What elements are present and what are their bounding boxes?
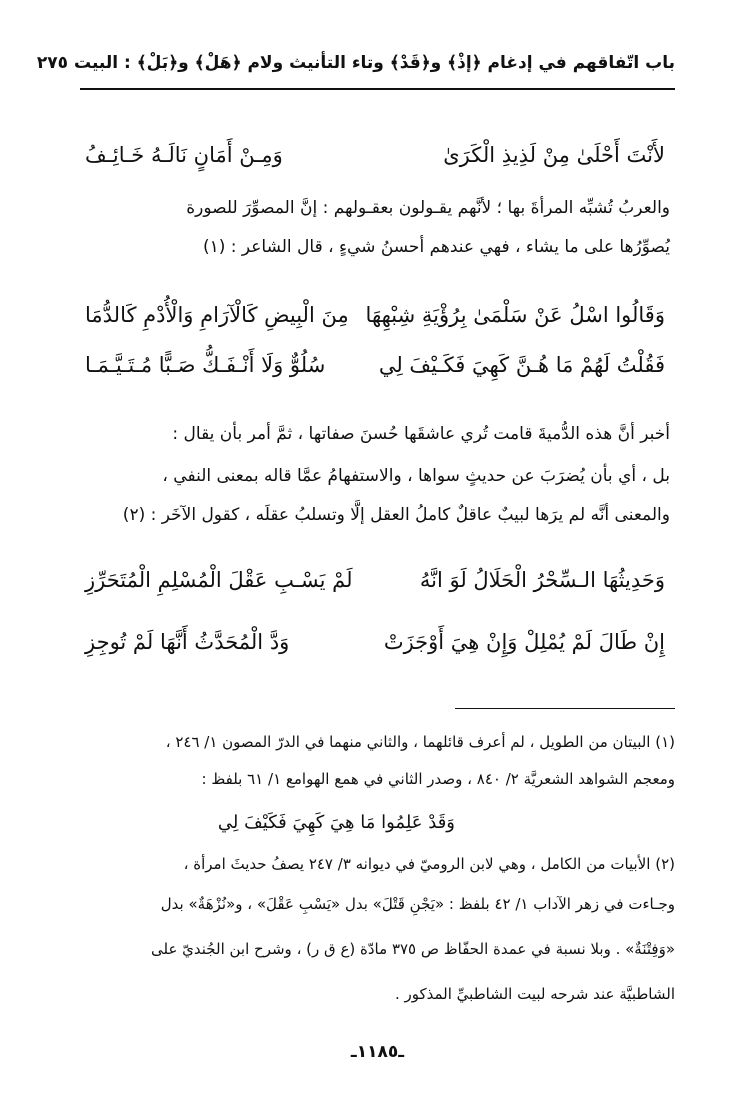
page-number: ـ١١٨٥ـ bbox=[350, 1042, 405, 1062]
footnote-1-verse: وَقَدْ عَلِمُوا مَا هِيَ كَهِيَ فَكَيْفَ لِي bbox=[217, 812, 455, 833]
verse-line-5 bbox=[85, 622, 665, 662]
prose-line-4: بل ، أي بأن يُضرَبَ عن حديثٍ سواها ، والاستفهامُ عمَّا قاله بمعنى النفي ، bbox=[162, 466, 670, 486]
footnote-1-line-1: (١) البيتان من الطويل ، لم أعرف قائلهما ، والثاني منهما في الدرّ المصون ١/ ٢٤٦ ، bbox=[165, 733, 675, 751]
footnote-2-line-3: «وَفِتْنَةٌ» . وبلا نسبة في عمدة الحفّاظ ص ٣٧٥ مادّة (ع ق ر) ، وشرح ابن الجُنديّ على bbox=[150, 940, 675, 958]
running-header: باب اتّفاقهم في إدغام ﴿إذْ﴾ و﴿قَدْ﴾ وتاء التأنيث ولام ﴿هَلْ﴾ و﴿بَلْ﴾ : البيت ٢٧٥ bbox=[36, 53, 675, 73]
header-rule bbox=[80, 88, 675, 90]
verse-line-2 bbox=[85, 295, 665, 335]
verse-line-4 bbox=[85, 560, 665, 600]
verse-5-second-hemistich: وَدَّ الْمُحَدَّثُ أَنَّهَا لَمْ تُوجِزِ bbox=[85, 630, 290, 654]
verse-1-second-hemistich: وَمِـنْ أَمَانٍ نَالَـهُ خَـائِـفُ bbox=[85, 143, 283, 167]
footnote-1-line-2: ومعجم الشواهد الشعريَّة ٢/ ٨٤٠ ، وصدر الثاني في همع الهوامع ١/ ٦١ بلفظ : bbox=[201, 770, 675, 788]
prose-line-3: أخبر أنَّ هذه الدُّميةَ قامت تُري عاشقَها حُسنَ صفاتها ، ثمَّ أمر بأن يقال : bbox=[172, 424, 670, 444]
footnote-2-line-2: وجـاءت في زهر الآداب ١/ ٤٢ بلفظ : «يَجْنِ قَتْلَ» بدل «يَسْبِ عَقْلَ» ، و«نُزْهَةٌ» بدل bbox=[160, 895, 675, 913]
prose-line-1: والعربُ تُشبِّه المرأةَ بها ؛ لأنَّهم يقـولون بعقـولهم : إنَّ المصوِّرَ للصورة bbox=[186, 198, 670, 218]
footnote-separator bbox=[455, 708, 675, 709]
verse-line-1 bbox=[85, 135, 665, 175]
verse-1-first-hemistich: لأَنْتَ أَحْلَىٰ مِنْ لَذِيذِ الْكَرَىٰ bbox=[443, 143, 665, 167]
verse-3-second-hemistich: سُلُوٌّ وَلَا أَنْـفَـكُّ صَـبًّا مُـتَـيَّـمَـا bbox=[85, 353, 326, 377]
footnote-2-line-4: الشاطبيَّة عند شرحه لبيت الشاطبيِّ المذكور . bbox=[394, 985, 675, 1003]
footnote-2-line-1: (٢) الأبيات من الكامل ، وهي لابن الروميّ في ديوانه ٣/ ٢٤٧ يصفُ حديثَ امرأة ، bbox=[183, 855, 675, 873]
verse-line-3 bbox=[85, 345, 665, 385]
verse-3-first-hemistich: فَقُلْتُ لَهُمْ مَا هُـنَّ كَهِيَ فَكَـيْفَ لِي bbox=[378, 353, 665, 377]
verse-4-second-hemistich: لَمْ يَسْـبِ عَقْلَ الْمُسْلِمِ الْمُتَحَرِّزِ bbox=[85, 568, 353, 592]
prose-line-5: والمعنى أنَّه لم يرَها لبيبٌ عاقلٌ كاملُ العقل إلَّا وتسلبُ عقلَه ، كقول الآخَر : (٢) bbox=[122, 505, 670, 525]
verse-2-second-hemistich: مِنَ الْبِيضِ كَالْآرَامِ وَالْأُدْمِ كَالدُّمَا bbox=[85, 303, 349, 327]
verse-4-first-hemistich: وَحَدِيثُهَا الـسِّحْرُ الْحَلَالُ لَوَ انَّهُ bbox=[419, 568, 665, 592]
prose-line-2: يُصوِّرُها على ما يشاء ، فهي عندهم أحسنُ شيءٍ ، قال الشاعر : (١) bbox=[202, 237, 670, 257]
verse-5-first-hemistich: إِنْ طَالَ لَمْ يُمْلِلْ وَإِنْ هِيَ أَوْجَزَتْ bbox=[383, 630, 665, 654]
verse-2-first-hemistich: وَقَالُوا اسْلُ عَنْ سَلْمَىٰ بِرُؤْيَةِ شِبْهِهَا bbox=[365, 303, 665, 327]
